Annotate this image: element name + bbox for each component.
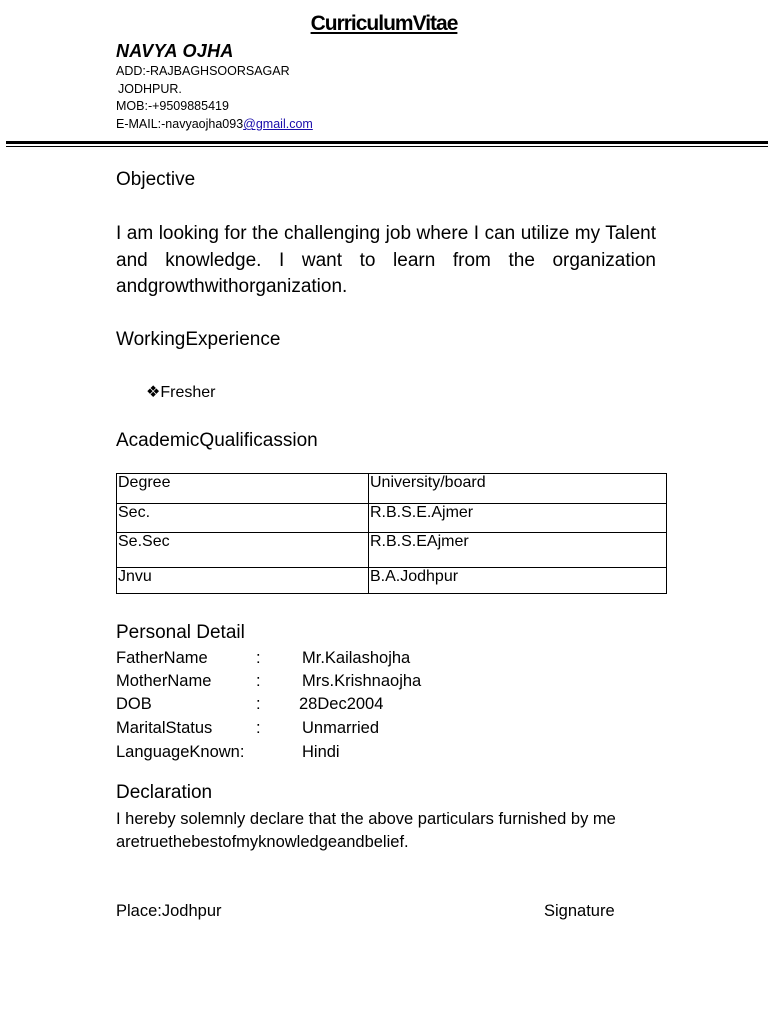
table-row [117,568,667,594]
objective-heading: Objective [116,169,196,190]
table-cell: B.A.Jodhpur [369,568,667,594]
table-cell: Jnvu [117,568,369,594]
academics-heading: AcademicQualificassion [116,430,318,451]
email-link[interactable]: @gmail.com [243,117,313,131]
table-cell: R.B.S.EAjmer [369,533,667,568]
personal-label: MotherName [116,672,212,690]
email-prefix: E-MAIL:-navyaojha093 [116,117,244,131]
email-line [116,116,313,132]
experience-item [146,382,215,402]
personal-label: DOB [116,695,152,713]
personal-heading: Personal Detail [116,622,245,643]
table-row [117,474,667,504]
objective-text: I am looking for the challenging job where I can utilize my Talent and knowledge. I want to learn from the organization andgrowthwithorganization. [116,223,656,297]
table-cell: Sec. [117,504,369,533]
personal-colon: : [256,672,261,690]
personal-row [116,741,616,764]
personal-label: MaritalStatus [116,719,213,737]
personal-colon: : [256,695,261,713]
personal-row [116,717,616,740]
qualifications-table [116,473,667,594]
personal-row [116,670,616,693]
document-title: CurriculumVitae [310,12,458,35]
personal-colon: : [256,649,261,667]
table-cell: Se.Sec [117,533,369,568]
personal-row [116,693,616,716]
signature-label: Signature [544,902,615,920]
header-divider-thick [6,141,768,144]
personal-colon: : [256,719,261,737]
table-row [117,533,667,568]
personal-label: FatherName [116,649,208,667]
personal-value: 28Dec2004 [299,695,384,713]
personal-value: Mrs.Krishnaojha [302,672,422,690]
personal-row [116,647,616,670]
personal-label: LanguageKnown: [116,743,245,761]
table-row [117,504,667,533]
table-cell: R.B.S.E.Ajmer [369,504,667,533]
header-divider-thin [6,146,768,147]
place-text: Place:Jodhpur [116,902,222,920]
declaration-line-1: I hereby solemnly declare that the above particulars furnished by me [116,810,616,828]
diamond-bullet-icon: ❖ [146,384,161,401]
personal-value: Mr.Kailashojha [302,649,411,667]
table-cell: University/board [369,474,667,504]
mobile-number: MOB:-+9509885419 [116,99,229,113]
address-line-2: JODHPUR. [118,82,182,96]
table-cell: Degree [117,474,369,504]
address-line-1: ADD:-RAJBAGHSOORSAGAR [116,64,290,78]
personal-value: Unmarried [302,719,380,737]
experience-text: Fresher [160,384,216,401]
declaration-heading: Declaration [116,782,213,803]
candidate-name: NAVYA OJHA [116,41,234,61]
experience-heading: WorkingExperience [116,329,281,350]
declaration-line-2: aretruethebestofmyknowledgeandbelief. [116,833,409,851]
personal-value: Hindi [302,743,340,761]
